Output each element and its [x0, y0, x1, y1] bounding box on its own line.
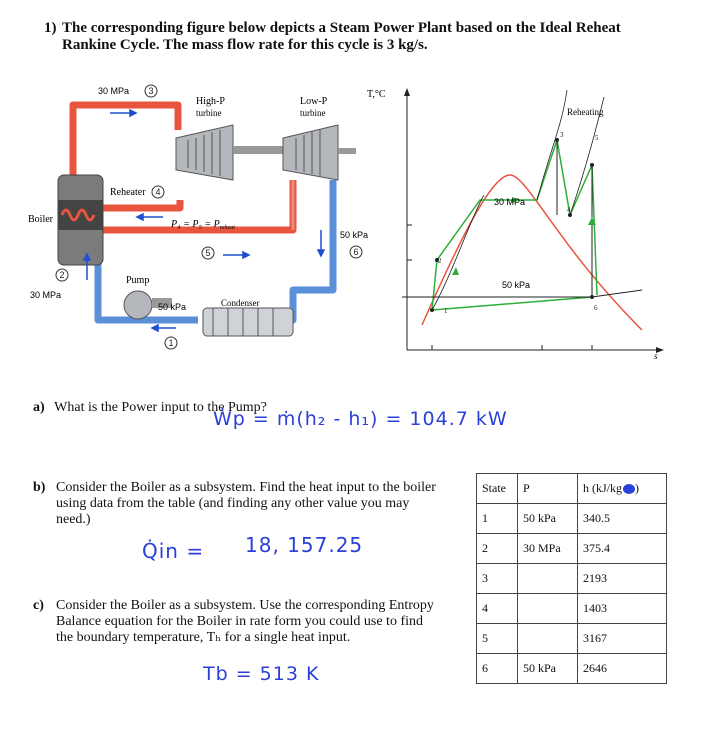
label-hp-turbine-2: turbine [196, 108, 222, 118]
label-p1: 50 kPa [158, 302, 187, 312]
table-row: 3 2193 [477, 564, 667, 594]
part-b-answer-lhs: Q̇in = [142, 539, 205, 563]
label-lp-turbine-2: turbine [300, 108, 326, 118]
label-p2: 30 MPa [30, 290, 62, 300]
ts-high-pressure: 30 MPa [494, 197, 526, 207]
part-a-text: What is the Power input to the Pump? [54, 400, 267, 415]
ts-point-6: 6 [594, 304, 598, 312]
part-b-label: b) [33, 480, 46, 495]
s-axis-label: s [654, 351, 658, 361]
boiler-unit [58, 175, 103, 265]
ts-point-1: 1 [444, 307, 448, 315]
part-b-line-1: Consider the Boiler as a subsystem. Find the heat input to the boiler [56, 480, 436, 495]
table-row: 6 50 kPa 2646 [477, 654, 667, 684]
title-line-2: Rankine Cycle. The mass flow rate for this cycle is 3 kg/s. [62, 37, 428, 53]
part-c-line-1: Consider the Boiler as a subsystem. Use the corresponding Entropy [56, 598, 434, 613]
label-p6: 50 kPa [340, 230, 369, 240]
question-number: 1) [44, 20, 57, 36]
plant-schematic [28, 80, 398, 360]
part-c [33, 598, 468, 646]
ts-point-2: 2 [438, 257, 442, 265]
state-2-num: 2 [59, 270, 65, 280]
question-title [44, 20, 682, 54]
label-condenser: Condenser [221, 298, 260, 308]
reheating-label: Reheating [567, 107, 604, 117]
part-b [33, 480, 463, 528]
ts-diagram [367, 85, 672, 361]
ts-point-3: 3 [560, 131, 564, 139]
part-b-answer-value: 18, 157.25 [245, 533, 364, 557]
label-pressure-eq: $P_4 = P_5 = P_{reheat}$ [171, 219, 235, 231]
label-pump: Pump [126, 275, 150, 286]
part-b-line-3: need.) [56, 512, 91, 527]
part-b-line-2: using data from the table (and finding any other value you may [56, 496, 410, 511]
label-boiler: Boiler [28, 214, 53, 225]
state-5-num: 5 [205, 248, 211, 258]
part-a-answer: Ẇp = ṁ(h₂ - h₁) = 104.7 kW [213, 408, 508, 430]
label-hp-turbine-1: High-P [196, 96, 225, 107]
state-4-num: 4 [155, 187, 161, 197]
title-line-1: The corresponding figure below depicts a Steam Power Plant based on the Ideal Reheat [62, 20, 621, 36]
state-table [476, 473, 667, 684]
state-1-num: 1 [168, 338, 174, 348]
table-row: 1 50 kPa 340.5 [477, 504, 667, 534]
condenser-shape [203, 308, 293, 336]
table-header-enthalpy: h (kJ/kg ) [578, 474, 667, 504]
part-c-answer: Tb = 513 K [203, 663, 320, 685]
part-c-label: c) [33, 598, 44, 613]
part-c-line-3: the boundary temperature, Tₕ for a single heat input. [56, 630, 351, 645]
lp-turbine-shape [283, 125, 338, 180]
ts-point-5: 5 [595, 134, 599, 142]
part-c-line-2: Balance equation for the Boiler in rate form you could use to find [56, 614, 424, 629]
state-6-num: 6 [353, 247, 359, 257]
ts-point-4: 4 [567, 206, 571, 214]
label-reheater: Reheater [110, 187, 146, 198]
label-p3: 30 MPa [98, 86, 130, 96]
table-row: 2 30 MPa 375.4 [477, 534, 667, 564]
table-header-pressure: P [518, 474, 578, 504]
part-a-label: a) [33, 400, 45, 415]
table-row: 4 1403 [477, 594, 667, 624]
t-axis-label: T,°C [367, 89, 386, 100]
state-3-num: 3 [148, 86, 154, 96]
table-header-row [477, 474, 667, 504]
blue-blob-icon [623, 484, 635, 494]
ts-low-pressure: 50 kPa [502, 280, 531, 290]
saturation-dome [422, 175, 642, 330]
label-lp-turbine-1: Low-P [300, 96, 328, 107]
table-row: 5 3167 [477, 624, 667, 654]
table-header-state: State [477, 474, 518, 504]
hp-turbine-shape [176, 125, 233, 180]
